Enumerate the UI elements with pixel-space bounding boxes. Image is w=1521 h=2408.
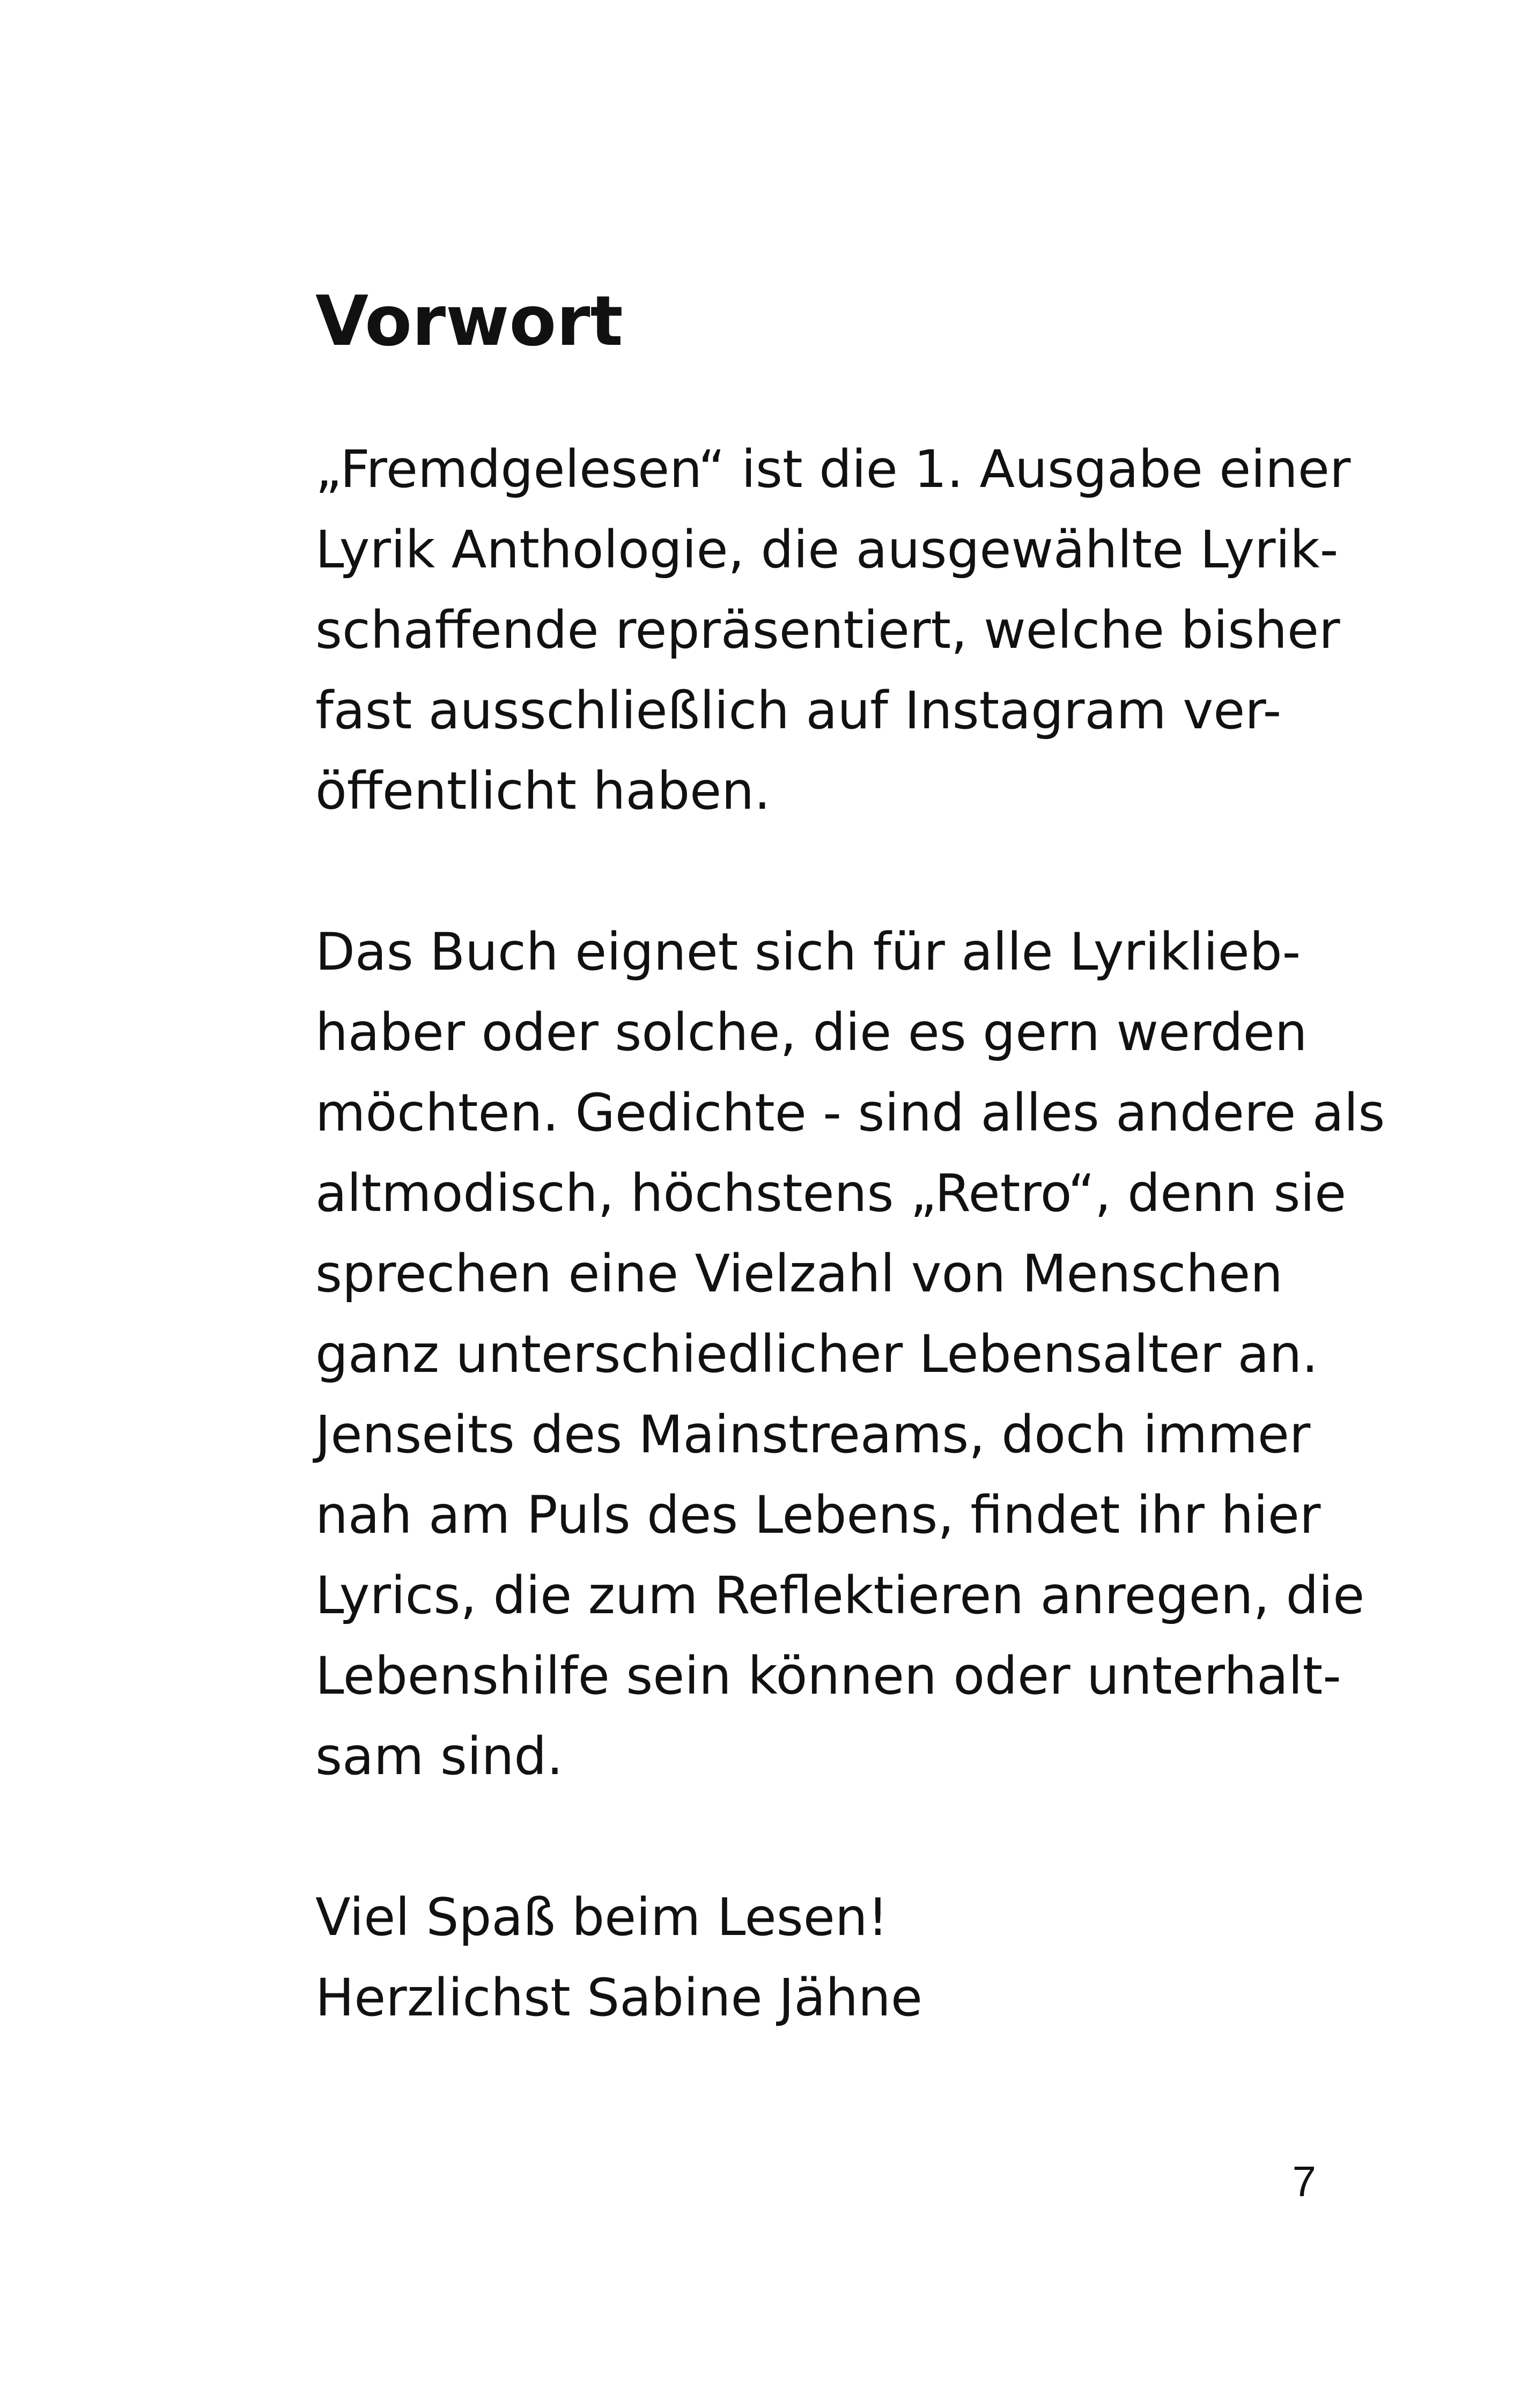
text-line: fast ausschließlich auf Instagram ver- [315, 681, 1282, 741]
text-line: Das Buch eignet sich für alle Lyriklieb- [315, 922, 1301, 982]
text-line: Jenseits des Mainstreams, doch immer [315, 1405, 1311, 1465]
signature-line: Herzlichst Sabine Jähne [315, 1968, 922, 2028]
text-line: Lebenshilfe sein können oder unterhalt- [315, 1646, 1341, 1706]
text-line: ganz unterschiedlicher Lebensalter an. [315, 1324, 1318, 1384]
text-line: sam sind. [315, 1726, 563, 1786]
text-line: haber oder solche, die es gern werden [315, 1002, 1308, 1062]
paragraph-closing [315, 1877, 1377, 2038]
text-line: Lyrics, die zum Reflektieren anregen, die [315, 1565, 1365, 1626]
page-content [315, 279, 1385, 2118]
text-line: schaffende repräsentiert, welche bisher [315, 600, 1340, 660]
paragraph-intro [315, 429, 1377, 831]
page-number: 7 [1292, 2158, 1316, 2205]
page-title: Vorwort [315, 282, 623, 361]
text-line: altmodisch, höchstens „Retro“, denn sie [315, 1163, 1347, 1223]
closing-line: Viel Spaß beim Lesen! [315, 1887, 889, 1947]
text-line: Lyrik Anthologie, die ausgewählte Lyrik- [315, 520, 1339, 580]
paragraph-description [315, 912, 1385, 1797]
text-line: sprechen eine Vielzahl von Menschen [315, 1244, 1283, 1304]
text-line: nah am Puls des Lebens, findet ihr hier [315, 1485, 1321, 1545]
text-line: „Fremdgelesen“ ist die 1. Ausgabe einer [315, 439, 1351, 499]
text-line: möchten. Gedichte - sind alles andere als [315, 1083, 1385, 1143]
text-line: öffentlicht haben. [315, 761, 771, 821]
